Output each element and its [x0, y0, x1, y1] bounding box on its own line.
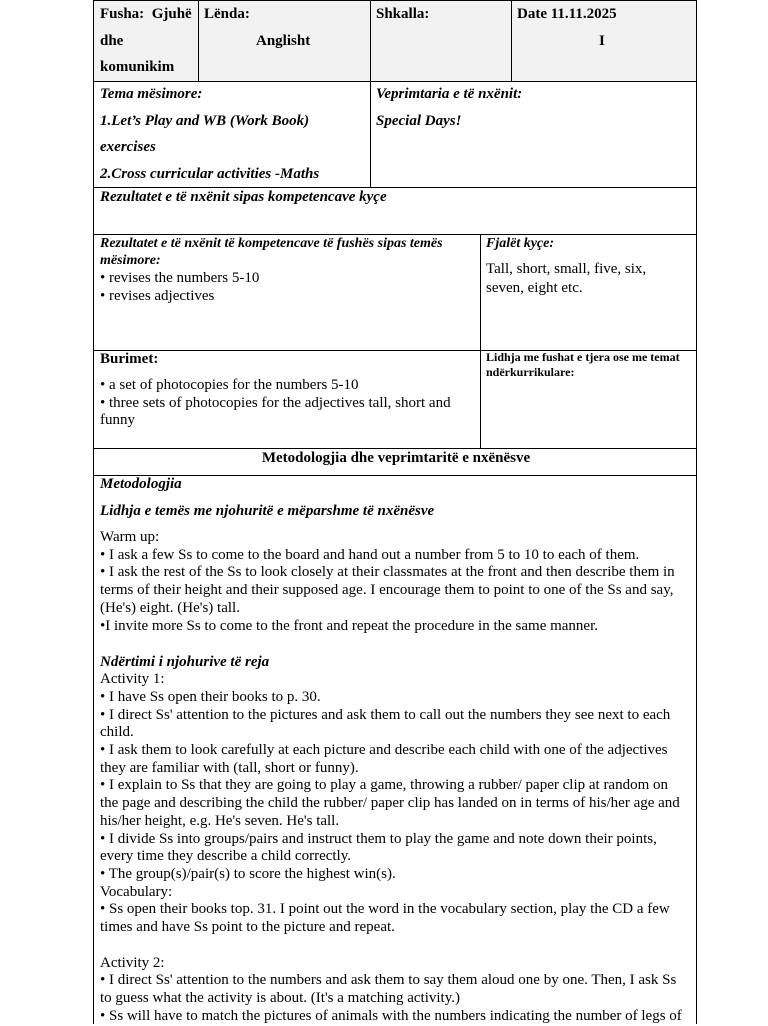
metodologjia-cell [94, 475, 698, 1024]
header-row [94, 0, 696, 81]
text-line: every time they describe a child correctly. [100, 848, 351, 865]
table-border [94, 448, 696, 449]
tema-row [94, 81, 696, 187]
text-line: to guess what the activity is about. (It's a matching activity.) [100, 990, 460, 1007]
shkalla-cell: Shkalla: [376, 6, 430, 22]
metodologjia-row [94, 475, 696, 1024]
lenda-cell: Lënda: Anglisht [204, 6, 311, 49]
fusha-cell: Fusha: Gjuhë dhe komunikim [100, 6, 192, 75]
table-border [94, 234, 696, 235]
rezultatet-fushes-cell: Rezultatet e të nxënit të kompetencave të fushës sipas temës mësimore: • revises the numbers 5-10 • revises adjectives [94, 234, 480, 350]
warmup-section [100, 529, 692, 635]
table-border [198, 0, 199, 81]
text-line: • I ask the rest of the Ss to look closely at their classmates at the front and then describe them in [100, 564, 675, 581]
table-border [511, 0, 512, 81]
metodologjia-header-row [94, 448, 696, 475]
text-line: terms of their height and their supposed age. I encourage them to point to one of the Ss and say, [100, 582, 674, 599]
text-line: the page and describing the child the rubber/ paper clip has landed on in terms of his/her age and [100, 795, 680, 812]
text-line: (He's) eight. (He's) tall. [100, 599, 240, 616]
burimet-cell: Burimet: • a set of photocopies for the numbers 5-10 • three sets of photocopies for the adjectives tall, short and funny [94, 350, 480, 448]
rezultatet-fushes-row [94, 234, 696, 350]
burimet-item: • three sets of photocopies for the adjectives tall, short and [100, 394, 451, 411]
rezultatet-kyce-cell: Rezultatet e të nxënit sipas kompetencave kyçe [100, 189, 387, 205]
text-line: Activity 1: [100, 671, 165, 688]
table-border [94, 475, 696, 476]
lidhja-teme-label: Lidhja e temës me njohuritë e mëparshme të nxënësve [100, 503, 435, 519]
text-line: • I ask a few Ss to come to the board and hand out a number from 5 to 10 to each of them. [100, 546, 640, 563]
fjalet-cell: Fjalët kyçe: Tall, short, small, five, six, seven, eight etc. [486, 236, 647, 296]
burimet-item: • a set of photocopies for the numbers 5-10 [100, 377, 359, 393]
text-line: • Ss open their books top. 31. I point out the word in the vocabulary section, play the CD a few [100, 901, 670, 918]
text-line: • I direct Ss' attention to the numbers and ask them to say them aloud one by one. Then, I ask Ss [100, 972, 677, 989]
metodologjia-header: Metodologjia dhe veprimtaritë e nxënësve [261, 450, 531, 466]
metodologjia-label: Metodologjia [100, 476, 182, 492]
burimet-row [94, 350, 696, 448]
activity2-section [100, 955, 692, 1026]
text-line: • I direct Ss' attention to the pictures and ask them to call out the numbers they see next to each [100, 706, 671, 723]
ndertimi-label: Ndërtimi i njohurive të reja [100, 654, 270, 671]
table-border [94, 350, 696, 351]
text-line: child. [100, 724, 134, 741]
rezultatet-kyce-row [94, 187, 696, 234]
text-line: •I invite more Ss to come to the front and repeat the procedure in the same manner. [100, 617, 599, 634]
text-line: his/her height, e.g. He's seven. He's tall. [100, 812, 340, 829]
text-line: Warm up: [100, 529, 160, 545]
burimet-item: funny [100, 412, 135, 428]
text-line: • I explain to Ss that they are going to play a game, throwing a rubber/ paper clip at random on [100, 777, 669, 794]
text-line: • The group(s)/pair(s) to score the highest win(s). [100, 865, 396, 882]
activity1-section [100, 671, 692, 937]
table-border [370, 0, 371, 187]
text-line: Vocabulary: [100, 883, 173, 900]
rezultatet-item: • revises the numbers 5-10 [100, 270, 260, 286]
text-line: Activity 2: [100, 954, 165, 971]
text-line: times and have Ss point to the picture and repeat. [100, 919, 395, 936]
text-line: they are familiar with (tall, short or funny). [100, 759, 359, 776]
lesson-plan-page [93, 0, 697, 1024]
text-line: • I have Ss open their books to p. 30. [100, 688, 321, 705]
veprimtaria-cell: Veprimtaria e të nxënit: Special Days! [376, 86, 523, 129]
text-line: • I ask them to look carefully at each picture and describe each child with one of the adjectives [100, 742, 668, 759]
rezultatet-item: • revises adjectives [100, 288, 215, 304]
table-border [94, 81, 696, 82]
date-cell: Date 11.11.2025 I [517, 6, 617, 49]
table-border [94, 0, 696, 1]
table-border [94, 187, 696, 188]
tema-cell: Tema mësimore: 1.Let’s Play and WB (Work Book) exercises 2.Cross curricular activities -Maths [100, 86, 320, 182]
lidhja-cell: Lidhja me fushat e tjera ose me temat ndërkurrikulare: [486, 350, 680, 379]
table-border [480, 234, 481, 448]
text-line: • Ss will have to match the pictures of animals with the numbers indicating the number of legs of [100, 1007, 682, 1024]
text-line: • I divide Ss into groups/pairs and instruct them to play the game and note down their points, [100, 830, 657, 847]
